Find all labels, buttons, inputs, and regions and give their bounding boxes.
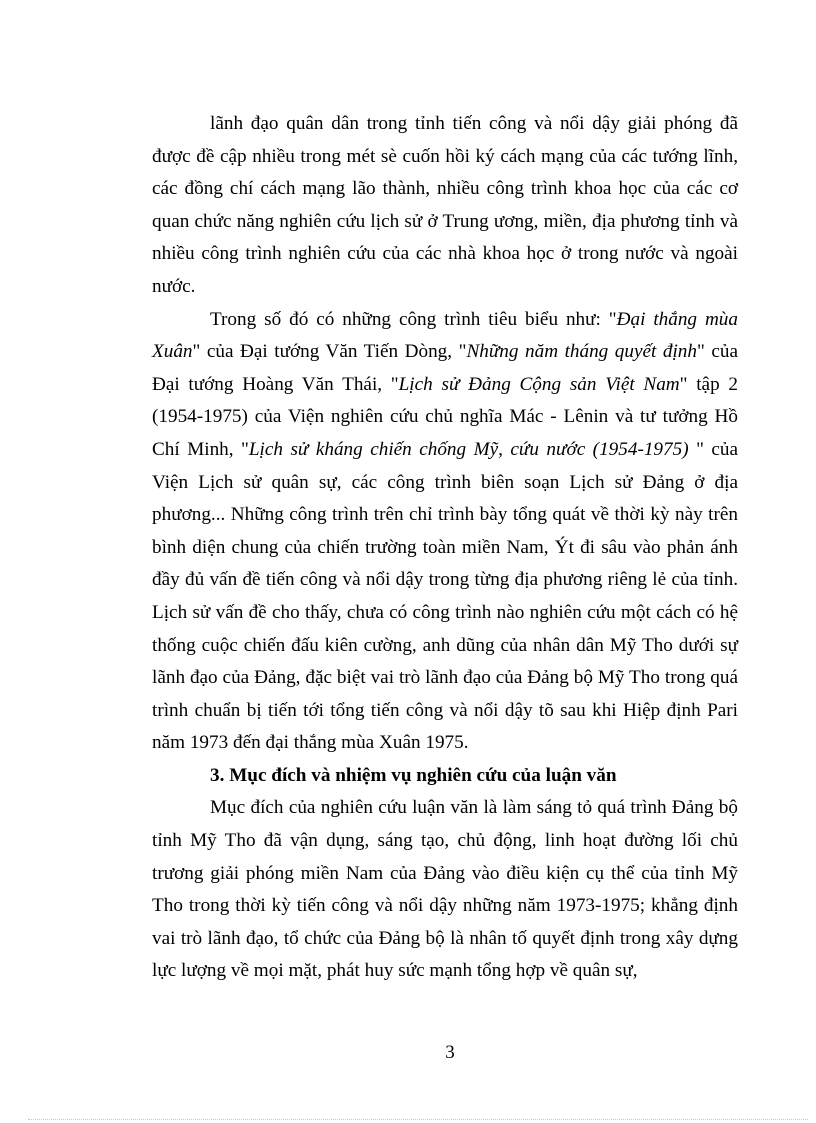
- title-nhung-nam-thang-quyet-dinh: Những năm tháng quyết định: [466, 341, 697, 363]
- paragraph-2-text-2: " của Đại tướng Văn Tiến Dòng, ": [192, 341, 467, 363]
- paragraph-2-text-3: " của Đại tướng Hoàng Văn Thái, ": [152, 341, 738, 395]
- title-lich-su-khang-chien: Lịch sử kháng chiến chống Mỹ, cứu nước (1954-1975): [248, 438, 697, 460]
- title-lich-su-dang: Lịch sử Đảng Cộng sản Việt Nam: [398, 373, 680, 395]
- paragraph-2: [152, 304, 738, 760]
- paragraph-1: lãnh đạo quân dân trong tỉnh tiến công và nổi dậy giải phóng đã được đề cập nhiều trong mét sè cuốn hồi ký cách mạng của các tướng lĩnh, các đồng chí cách mạng lão thành, nhiều công trình khoa học của các cơ quan chức năng nghiên cứu lịch sử ở Trung ương, miền, địa phương tỉnh và nhiều công trình nghiên cứu của các nhà khoa học ở trong nước và ngoài nước.: [152, 113, 738, 297]
- paragraph-2-text-5: " của Viện Lịch sử quân sự, các công trình biên soạn Lịch sử Đảng ở địa phương... Những công trình trên chỉ trình bày tổng quát về thời kỳ này trên bình diện chung của chiến trường toàn miền Nam, Ýt đi sâu vào phản ánh đầy đủ vấn đề tiến công và nổi dậy trong từng địa phương riêng lẻ của tỉnh. Lịch sử vấn đề cho thấy, chưa có công trình nào nghiên cứu một cách có hệ thống cuộc chiến đấu kiên cường, anh dũng của nhân dân Mỹ Tho dưới sự lãnh đạo của Đảng, đặc biệt vai trò lãnh đạo của Đảng bộ Mỹ Tho trong quá trình chuẩn bị tiến tới tổng tiến công và nổi dậy tõ sau khi Hiệp định Pari năm 1973 đến đại thắng mùa Xuân 1975.: [152, 438, 739, 754]
- paragraph-2-text-4: " tập 2 (1954-1975) của Viện nghiên cứu chủ nghĩa Mác - Lênin và tư tưởng Hồ Chí Minh, ": [152, 373, 738, 460]
- section-heading: 3. Mục đích và nhiệm vụ nghiên cứu của luận văn: [210, 764, 617, 786]
- paragraph-3: Mục đích của nghiên cứu luận văn là làm sáng tỏ quá trình Đảng bộ tỉnh Mỹ Tho đã vận dụng, sáng tạo, chủ động, linh hoạt đường lối chủ trương giải phóng miền Nam của Đảng vào điều kiện cụ thể của tỉnh Mỹ Tho trong thời kỳ tiến công và nổi dậy những năm 1973-1975; khẳng định vai trò lãnh đạo, tổ chức của Đảng bộ là nhân tố quyết định trong xây dựng lực lượng về mọi mặt, phát huy sức mạnh tổng hợp về quân sự,: [152, 797, 738, 982]
- title-dai-thang-mua-xuan: Đại thắng mùa Xuân: [152, 308, 738, 363]
- page-number: 3: [445, 1042, 455, 1063]
- body-text: [152, 108, 738, 988]
- paragraph-2-text-1: Trong số đó có những công trình tiêu biểu như: ": [210, 308, 617, 330]
- page-bottom-border: [28, 1119, 808, 1120]
